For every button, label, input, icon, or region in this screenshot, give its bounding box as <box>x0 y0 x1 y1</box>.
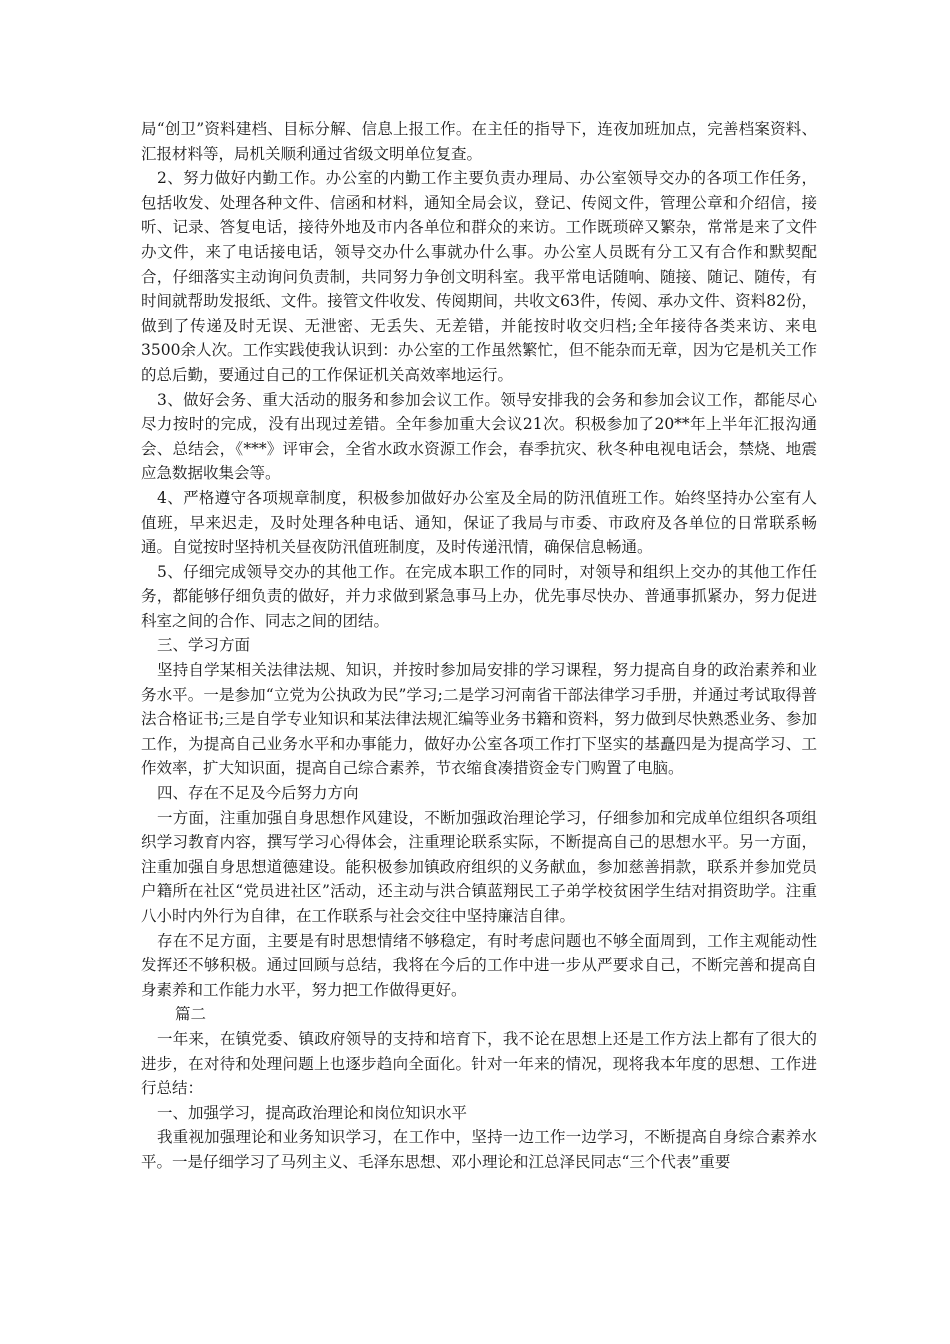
paragraph: 3、做好会务、重大活动的服务和参加会议工作。领导安排我的会务和参加会议工作，都能尽心尽力按时的完成，没有出现过差错。全年参加重大会议21次。积极参加了20**年上半年汇报沟通会、总结会，《***》评审会，全省水政水资源工作会，春季抗灾、秋冬种电视电话会，禁烧、地震应急数据收集会等。 <box>141 390 817 483</box>
paragraph: 一年来，在镇党委、镇政府领导的支持和培育下，我不论在思想上还是工作方法上都有了很大的进步，在对待和处理问题上也逐步趋向全面化。针对一年来的情况，现将我本年度的思想、工作进行总结： <box>141 1029 817 1098</box>
paragraph: 我重视加强理论和业务知识学习，在工作中，坚持一边工作一边学习，不断提高自身综合素养水平。一是仔细学习了马列主义、毛泽东思想、邓小理论和江总泽民同志“三个代表”重要 <box>141 1128 817 1171</box>
paragraph: 4、严格遵守各项规章制度，积极参加做好办公室及全局的防汛值班工作。始终坚持办公室有人值班，早来迟走，及时处理各种电话、通知，保证了我局与市委、市政府及各单位的日常联系畅通。自觉按时坚持机关昼夜防汛值班制度，及时传递汛情，确保信息畅通。 <box>141 488 817 557</box>
paragraph: 坚持自学某相关法律法规、知识，并按时参加局安排的学习课程，努力提高自身的政治素养和业务水平。一是参加“立党为公执政为民”学习;二是学习河南省干部法律学习手册，并通过考试取得普法合格证书;三是自学专业知识和某法律法规汇编等业务书籍和资料，努力做到尽快熟悉业务、参加工作，为提高自己业务水平和办事能力，做好办公室各项工作打下坚实的基矗四是为提高学习、工作效率，扩大知识面，提高自己综合素养，节衣缩食凑措资金专门购置了电脑。 <box>141 661 817 778</box>
section-heading: 一、加强学习，提高政治理论和岗位知识水平 <box>157 1103 468 1122</box>
paragraph: 5、仔细完成领导交办的其他工作。在完成本职工作的同时，对领导和组织上交办的其他工作任务，都能够仔细负责的做好，并力求做到紧急事马上办，优先事尽快办、普通事抓紧办，努力促进科室之间的合作、同志之间的团结。 <box>141 562 817 630</box>
section-heading: 四、存在不足及今后努力方向 <box>157 784 359 803</box>
section-heading: 三、学习方面 <box>157 636 251 655</box>
paragraph: 一方面，注重加强自身思想作风建设，不断加强政治理论学习，仔细参加和完成单位组织各项组织学习教育内容，撰写学习心得体会，注重理论联系实际，不断提高自己的思想水平。另一方面，注重加强自身思想道德建设。能积极参加镇政府组织的义务献血，参加慈善捐款，联系并参加党员户籍所在社区“党员进社区”活动，还主动与洪合镇蓝翔民工子弟学校贫困学生结对捐资助学。注重八小时内外行为自律，在工作联系与社会交往中坚持廉洁自律。 <box>141 808 817 925</box>
paragraph: 2、努力做好内勤工作。办公室的内勤工作主要负责办理局、办公室领导交办的各项工作任务，包括收发、处理各种文件、信函和材料，通知全局会议，登记、传阅文件，管理公章和介绍信，接听、记录、答复电话，接待外地及市内各单位和群众的来访。工作既琐碎又繁杂，常常是来了文件办文件，来了电话接电话，领导交办什么事就办什么事。办公室人员既有分工又有合作和默契配合，仔细落实主动询问负责制，共同努力争创文明科室。我平常电话随响、随接、随记、随传，有时间就帮助发报纸、文件。接管文件收发、传阅期间，共收文63件，传阅、承办文件、资料82份，做到了传递及时无误、无泄密、无丢失、无差错，并能按时收交归档;全年接待各类来访、来电3500余人次。工作实践使我认识到：办公室的工作虽然繁忙，但不能杂而无章，因为它是机关工作的总后勤，要通过自己的工作保证机关高效率地运行。 <box>141 169 817 384</box>
part-title: 篇二 <box>175 1005 207 1024</box>
paragraph: 局“创卫”资料建档、目标分解、信息上报工作。在主任的指导下，连夜加班加点，完善档案资料、汇报材料等，局机关顺利通过省级文明单位复查。 <box>141 120 817 163</box>
paragraph: 存在不足方面，主要是有时思想情绪不够稳定，有时考虑问题也不够全面周到，工作主观能动性发挥还不够积极。通过回顾与总结，我将在今后的工作中进一步从严要求自己，不断完善和提高自身素养和工作能力水平，努力把工作做得更好。 <box>141 931 817 999</box>
document-body <box>141 117 817 1175</box>
